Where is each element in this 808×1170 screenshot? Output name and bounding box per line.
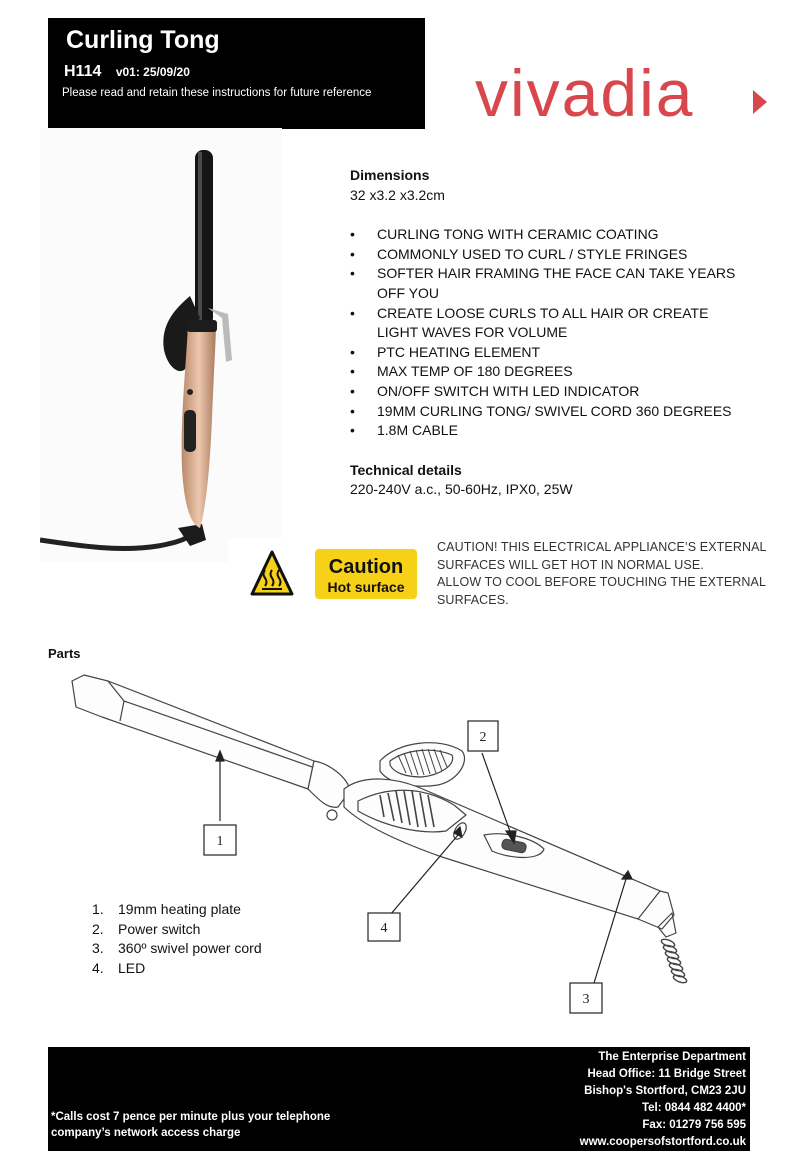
parts-list (92, 900, 262, 978)
caution-text-hot: CAUTION! THIS ELECTRICAL APPLIANCE’S EXTERNAL SURFACES WILL GET HOT IN NORMAL USE. (437, 540, 767, 572)
footer-box (48, 1047, 750, 1151)
retain-instructions-note: Please read and retain these instructions for future reference (62, 87, 372, 99)
callout-3: 3 (582, 992, 590, 1007)
technical-heading: Technical details (350, 461, 462, 478)
logo-wordmark: vivadia (475, 56, 695, 130)
parts-list-item: 2. Power switch (92, 920, 201, 937)
parts-list-item: 1. 19mm heating plate (92, 901, 241, 917)
caution-text-cool: ALLOW TO COOL BEFORE TOUCHING THE EXTERNAL SURFACES. (437, 575, 766, 607)
website-link[interactable]: www.coopersofstortford.co.uk (579, 1136, 746, 1148)
model-code: H114 (64, 63, 102, 80)
feature-item: • MAX TEMP OF 180 DEGREES (350, 362, 750, 382)
town-postcode-line: Bishop's Stortford, CM23 2JU (584, 1085, 746, 1097)
head-office-line: Head Office: 11 Bridge Street (587, 1068, 746, 1080)
parts-list-item: 3. 360º swivel power cord (92, 940, 262, 957)
header-box (48, 18, 425, 129)
version-label: v01: 25/09/20 (115, 65, 190, 79)
feature-item: • CREATE LOOSE CURLS TO ALL HAIR OR CREATE LIGHT WAVES FOR VOLUME (350, 304, 750, 343)
call-cost-note: *Calls cost 7 pence per minute plus your telephone company’s network access charge (51, 1111, 331, 1139)
parts-list-item: 4. LED (92, 959, 146, 976)
callout-1: 1 (216, 834, 224, 849)
callout-4: 4 (380, 921, 388, 936)
feature-item: • ON/OFF SWITCH WITH LED INDICATOR (350, 382, 750, 402)
feature-item: • 1.8M CABLE (350, 421, 750, 441)
company-department: The Enterprise Department (598, 1051, 746, 1063)
feature-item: • 19MM CURLING TONG/ SWIVEL CORD 360 DEGREES (350, 402, 750, 422)
product-photo (40, 128, 282, 562)
feature-list (350, 225, 750, 441)
caution-text (437, 539, 777, 609)
document-title: Curling Tong (66, 26, 220, 54)
feature-item: • CURLING TONG WITH CERAMIC COATING (350, 225, 750, 245)
model-number (64, 63, 190, 81)
logo-arrow-icon (753, 90, 767, 114)
specifications (350, 166, 750, 500)
callout-2: 2 (479, 730, 487, 745)
contact-address (580, 1049, 746, 1151)
feature-item: • PTC HEATING ELEMENT (350, 343, 750, 363)
caution-sign-title: Caution (328, 556, 404, 578)
dimensions-heading: Dimensions (350, 167, 430, 183)
parts-heading: Parts (48, 646, 81, 661)
technical-value: 220-240V a.c., 50-60Hz, IPX0, 25W (350, 481, 573, 498)
caution-sign (248, 548, 418, 600)
feature-item: • SOFTER HAIR FRAMING THE FACE CAN TAKE YEARS OFF YOU (350, 264, 750, 303)
caution-sign-subtitle: Hot surface (327, 579, 405, 595)
telephone-line: Tel: 0844 482 4400* (641, 1102, 746, 1114)
dimensions-value: 32 x3.2 x3.2cm (350, 186, 445, 203)
fax-line: Fax: 01279 756 595 (642, 1119, 746, 1131)
feature-item: • COMMONLY USED TO CURL / STYLE FRINGES (350, 245, 750, 265)
vivadia-logo (475, 44, 775, 134)
